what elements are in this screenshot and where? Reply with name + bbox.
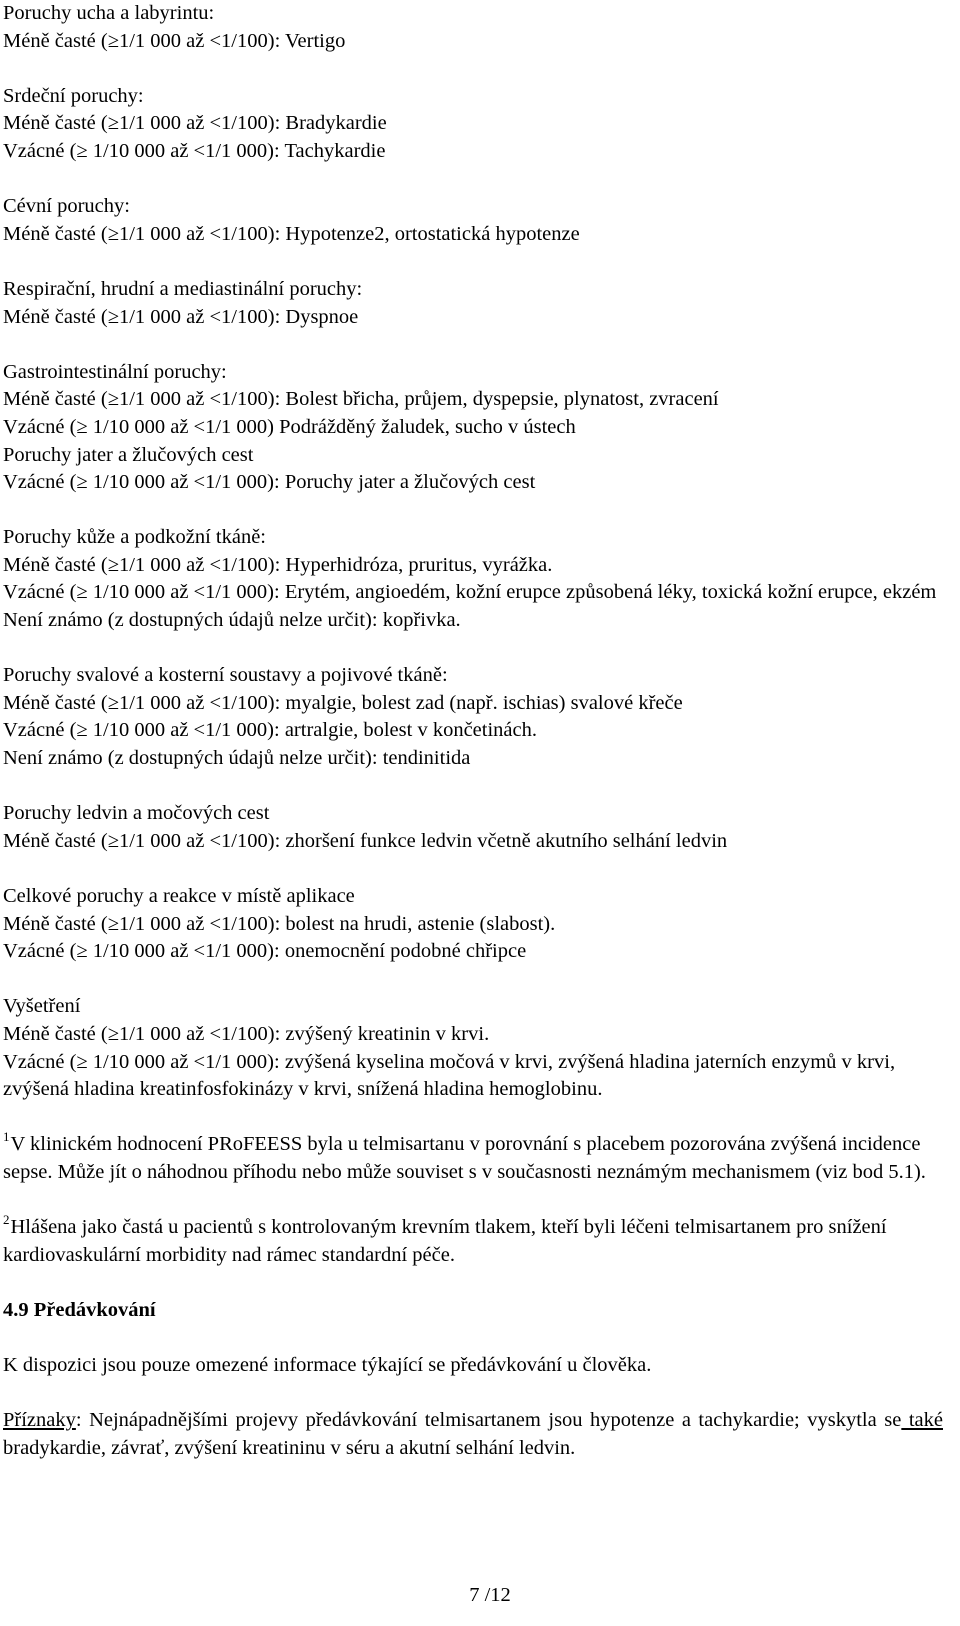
frequency-line: Méně časté (≥1/1 000 až <1/100): Bolest břicha, průjem, dyspepsie, plynatost, zvracení [3, 388, 719, 411]
section-cardiac [3, 83, 943, 166]
frequency-line: Méně časté (≥1/1 000 až <1/100): Vertigo [3, 29, 346, 52]
frequency-line: Méně časté (≥1/1 000 až <1/100): Dyspnoe [3, 305, 359, 328]
footnote-1 [3, 1131, 943, 1186]
frequency-line: Vzácné (≥ 1/10 000 až <1/1 000): onemocnění podobné chřipce [3, 940, 527, 963]
frequency-line: Méně časté (≥1/1 000 až <1/100): zhoršení funkce ledvin včetně akutního selhání ledvin [3, 829, 728, 852]
page-number: 7 /12 [469, 1584, 511, 1606]
section-renal [3, 800, 943, 855]
frequency-line: Vzácné (≥ 1/10 000 až <1/1 000): Poruchy jater a žlučových cest [3, 471, 536, 494]
frequency-line: Vzácné (≥ 1/10 000 až <1/1 000): Tachykardie [3, 139, 386, 162]
section-heading: Poruchy jater a žlučových cest [3, 443, 254, 466]
overdose-symptoms [3, 1407, 943, 1462]
frequency-line: Méně časté (≥1/1 000 až <1/100): Bradykardie [3, 112, 387, 135]
footnote-text: Hlášena jako častá u pacientů s kontrolovaným krevním tlakem, kteří byli léčeni telmisartanem pro snížení kardiovaskulární morbidity nad rámec standardní péče. [3, 1216, 887, 1266]
section-heading: Celkové poruchy a reakce v místě aplikace [3, 885, 355, 907]
frequency-line: Vzácné (≥ 1/10 000 až <1/1 000) Podrážděný žaludek, sucho v ústech [3, 415, 576, 438]
section-ear [3, 0, 943, 55]
overdose-intro: K dispozici jsou pouze omezené informace týkající se předávkování u člověka. [3, 1354, 652, 1377]
section-general [3, 883, 943, 966]
frequency-line: Méně časté (≥1/1 000 až <1/100): zvýšený kreatinin v krvi. [3, 1022, 490, 1045]
frequency-line: Méně časté (≥1/1 000 až <1/100): bolest na hrudi, astenie (slabost). [3, 912, 556, 935]
section-heading-overdose: 4.9 Předávkování [3, 1298, 156, 1321]
frequency-line: Méně časté (≥1/1 000 až <1/100): Hypotenze2, ortostatická hypotenze [3, 222, 580, 245]
footnote-2 [3, 1214, 943, 1269]
frequency-line: Vzácné (≥ 1/10 000 až <1/1 000): zvýšená kyselina močová v krvi, zvýšená hladina jaterních enzymů v krvi, zvýšená hladina kreatinfosfokinázy v krvi, snížená hladina hemoglobinu. [3, 1050, 896, 1101]
frequency-line: Vzácné (≥ 1/10 000 až <1/1 000): artralgie, bolest v končetinách. [3, 719, 537, 742]
frequency-line: Méně časté (≥1/1 000 až <1/100): Hyperhidróza, pruritus, vyrážka. [3, 553, 553, 576]
symptoms-text: bradykardie, závrať, zvýšení kreatininu v séru a akutní selhání ledvin. [3, 1436, 576, 1459]
document-page [3, 0, 943, 1462]
section-gastrointestinal [3, 359, 943, 497]
frequency-line: Méně časté (≥1/1 000 až <1/100): myalgie, bolest zad (např. ischias) svalové křeče [3, 691, 683, 714]
frequency-line: Není známo (z dostupných údajů nelze určit): kopřivka. [3, 609, 461, 632]
section-heading: Respirační, hrudní a mediastinální poruchy: [3, 277, 363, 300]
footnote-text: V klinickém hodnocení PRoFEESS byla u telmisartanu v porovnání s placebem pozorována zvýšená incidence sepse. Může jít o náhodnou příhodu nebo může souviset s v současnosti neznámým mechanismem (viz bod 5.1). [3, 1133, 926, 1183]
frequency-line: Není známo (z dostupných údajů nelze určit): tendinitida [3, 747, 471, 770]
symptoms-text: : Nejnápadnějšími projevy předávkování telmisartanem jsou hypotenze a tachykardie; vyskytla se [75, 1409, 902, 1432]
symptoms-label: Příznaky [3, 1409, 76, 1432]
frequency-line: Vzácné (≥ 1/10 000 až <1/1 000): Erytém, angioedém, kožní erupce způsobená léky, toxická kožní erupce, ekzém [3, 581, 937, 604]
symptoms-also: také [901, 1409, 943, 1432]
section-heading: Vyšetření [3, 995, 81, 1018]
section-musculoskeletal [3, 662, 943, 772]
section-respiratory [3, 276, 943, 331]
section-heading: Poruchy ucha a labyrintu: [3, 2, 215, 24]
footnote-mark: 1 [3, 1129, 10, 1145]
section-heading: Poruchy kůže a podkožní tkáně: [3, 526, 267, 549]
section-skin [3, 524, 943, 634]
section-heading: Cévní poruchy: [3, 195, 130, 218]
footnote-mark: 2 [3, 1212, 10, 1228]
section-heading: Srdeční poruchy: [3, 84, 144, 107]
section-heading: Poruchy svalové a kosterní soustavy a pojivové tkáně: [3, 664, 448, 687]
section-investigations [3, 993, 943, 1103]
section-heading: Gastrointestinální poruchy: [3, 360, 227, 383]
section-heading: Poruchy ledvin a močových cest [3, 802, 270, 825]
section-vascular [3, 193, 943, 248]
